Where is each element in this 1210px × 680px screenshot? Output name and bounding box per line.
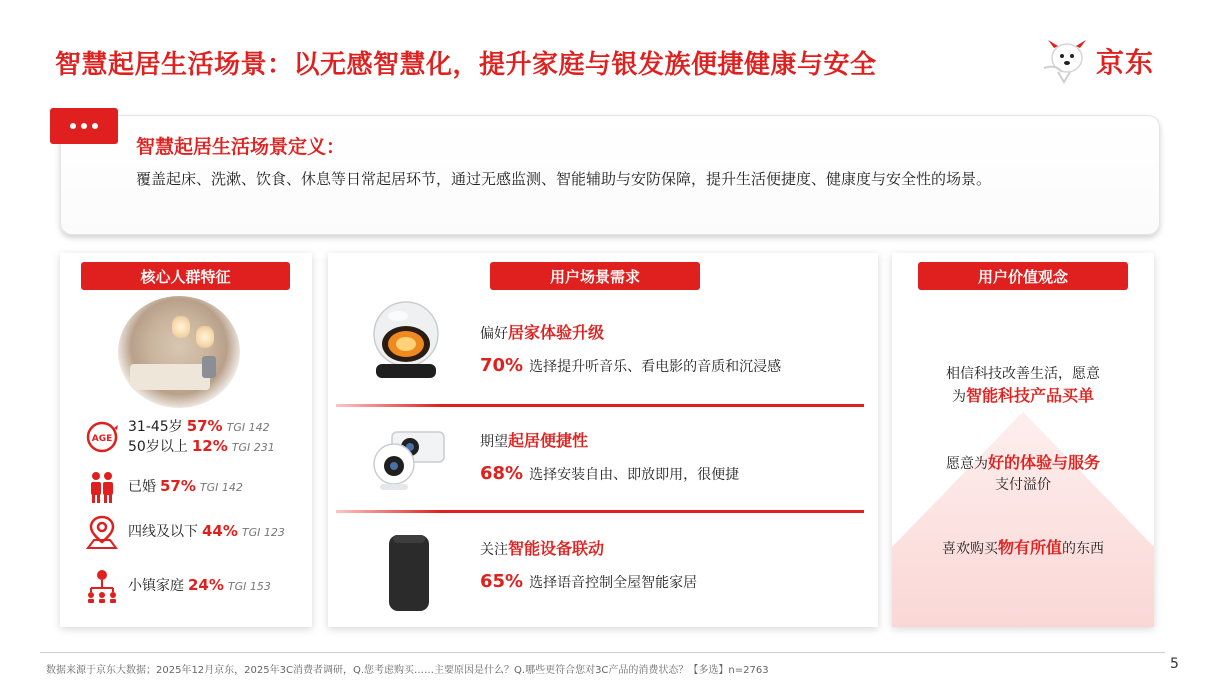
chat-bubble-icon [50,108,118,144]
scene-needs-header: 用户场景需求 [490,262,700,290]
value-item-3: 喜欢购买物有所值的东西 [941,538,1104,557]
core-group-header: 核心人群特征 [81,262,290,290]
age-stat [84,417,275,457]
speaker-image [368,298,444,384]
family-network-icon [84,568,120,604]
logo-text: 京东 [1096,46,1155,79]
source-footnote: 数据来源于京东大数据；2025年12月京东，2025年3C消费者调研，Q.您考虑购买……主要原因是什么？Q.哪些更符合您对3C产品的消费状态？【多选】n=2763 [46,665,769,676]
age-icon-label: AGE [91,434,113,444]
need-divider-2 [336,510,864,513]
definition-title: 智慧起居生活场景定义： [136,136,346,158]
couple-icon [84,469,120,505]
smart-speaker-image [386,532,432,614]
need-item-3: 关注智能设备联动 65% 选择语音控制全屋智能家居 [480,539,698,592]
need-divider-1 [336,404,864,407]
city-tier-stat: 四线及以下 44% TGI 123 [84,514,285,550]
security-camera-image [368,426,448,492]
value-item-2: 愿意为好的体验与服务 支付溢价 [945,453,1100,493]
location-pin-icon [84,514,120,550]
jd-dog-mascot-icon [1040,38,1092,84]
need-item-1: 偏好居家体验升级 70% 选择提升听音乐、看电影的音质和沉浸感 [480,323,782,376]
need-item-2: 期望起居便捷性 68% 选择安装自由、即放即用，很便捷 [480,431,740,484]
pyramid-background [892,412,1154,627]
bedroom-photo [118,296,240,408]
page-number: 5 [1170,656,1179,672]
page-title: 智慧起居生活场景：以无感智慧化，提升家庭与银发族便捷健康与安全 [55,50,877,80]
definition-text: 覆盖起床、洗漱、饮食、休息等日常起居环节，通过无感监测、智能辅助与安防保障，提升生活便捷度、健康度与安全性的场景。 [136,170,992,188]
married-stat: 已婚 57% TGI 142 [84,469,243,505]
age-row-1: 31-45岁 57% TGI 142 [128,417,270,435]
value-item-1: 相信科技改善生活，愿意 为智能科技产品买单 [946,366,1100,405]
footer-divider [40,652,1165,653]
age-row-2: 50岁以上 12% TGI 231 [128,437,275,455]
values-header: 用户价值观念 [918,262,1128,290]
jd-logo [1040,38,1154,84]
age-icon [84,419,120,455]
town-family-stat: 小镇家庭 24% TGI 153 [84,568,271,604]
